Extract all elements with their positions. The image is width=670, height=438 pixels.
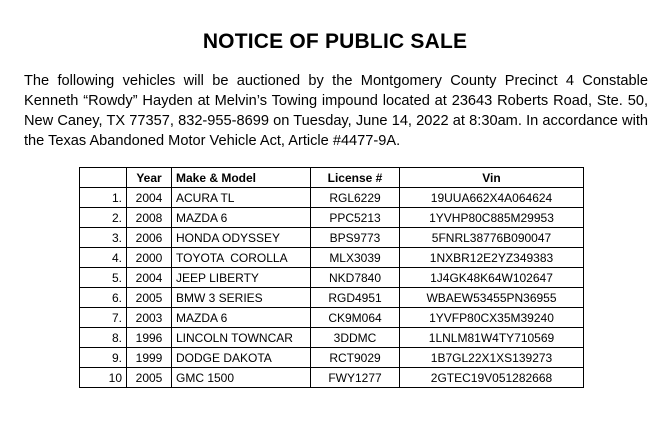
header-number xyxy=(80,168,127,188)
row-license: FWY1277 xyxy=(311,368,400,388)
row-number: 1. xyxy=(80,188,127,208)
row-year: 2003 xyxy=(127,308,172,328)
table-row xyxy=(80,308,584,328)
row-license: RGD4951 xyxy=(311,288,400,308)
table-row xyxy=(80,328,584,348)
row-number: 5. xyxy=(80,268,127,288)
header-license: License # xyxy=(311,168,400,188)
row-make-model: LINCOLN TOWNCAR xyxy=(172,328,311,348)
table-row xyxy=(80,268,584,288)
row-year: 2000 xyxy=(127,248,172,268)
row-vin: 1YVFP80CX35M39240 xyxy=(400,308,584,328)
row-number: 9. xyxy=(80,348,127,368)
row-license: NKD7840 xyxy=(311,268,400,288)
table-row xyxy=(80,288,584,308)
notice-paragraph: The following vehicles will be auctioned by the Montgomery County Precinct 4 Constable Kenneth “Rowdy” Hayden at Melvin’s Towing impound located at 23643 Roberts Road, Ste. 50, New Caney, TX 77357, 832-955-8699 on Tuesday, June 14, 2022 at 8:30am. In accordance with the Texas Abandoned Motor Vehicle Act, Article #4477-9A. xyxy=(24,73,648,149)
row-number: 10 xyxy=(80,368,127,388)
row-vin: 1J4GK48K64W102647 xyxy=(400,268,584,288)
row-year: 1996 xyxy=(127,328,172,348)
row-make-model: ACURA TL xyxy=(172,188,311,208)
row-number: 6. xyxy=(80,288,127,308)
row-vin: WBAEW53455PN36955 xyxy=(400,288,584,308)
row-vin: 2GTEC19V051282668 xyxy=(400,368,584,388)
row-vin: 1YVHP80C885M29953 xyxy=(400,208,584,228)
header-make-model: Make & Model xyxy=(172,168,311,188)
row-vin: 1B7GL22X1XS139273 xyxy=(400,348,584,368)
row-year: 2004 xyxy=(127,268,172,288)
table-header-row xyxy=(80,168,584,188)
row-vin: 19UUA662X4A064624 xyxy=(400,188,584,208)
table-row xyxy=(80,208,584,228)
row-number: 4. xyxy=(80,248,127,268)
table-row xyxy=(80,188,584,208)
row-license: RGL6229 xyxy=(311,188,400,208)
row-number: 2. xyxy=(80,208,127,228)
row-year: 2006 xyxy=(127,228,172,248)
table-row xyxy=(80,368,584,388)
row-license: RCT9029 xyxy=(311,348,400,368)
row-number: 3. xyxy=(80,228,127,248)
row-make-model: BMW 3 SERIES xyxy=(172,288,311,308)
row-license: MLX3039 xyxy=(311,248,400,268)
row-make-model: DODGE DAKOTA xyxy=(172,348,311,368)
row-year: 2008 xyxy=(127,208,172,228)
row-year: 1999 xyxy=(127,348,172,368)
table-row xyxy=(80,348,584,368)
row-license: BPS9773 xyxy=(311,228,400,248)
row-year: 2005 xyxy=(127,288,172,308)
row-vin: 1LNLM81W4TY710569 xyxy=(400,328,584,348)
row-vin: 5FNRL38776B090047 xyxy=(400,228,584,248)
row-year: 2005 xyxy=(127,368,172,388)
table-row xyxy=(80,228,584,248)
row-make-model: HONDA ODYSSEY xyxy=(172,228,311,248)
header-year: Year xyxy=(127,168,172,188)
row-license: 3DDMC xyxy=(311,328,400,348)
row-make-model: JEEP LIBERTY xyxy=(172,268,311,288)
notice-title: NOTICE OF PUBLIC SALE xyxy=(202,30,468,53)
header-vin: Vin xyxy=(400,168,584,188)
row-vin: 1NXBR12E2YZ349383 xyxy=(400,248,584,268)
table-row xyxy=(80,248,584,268)
row-make-model: GMC 1500 xyxy=(172,368,311,388)
vehicle-table xyxy=(79,167,584,388)
row-license: CK9M064 xyxy=(311,308,400,328)
row-year: 2004 xyxy=(127,188,172,208)
row-make-model: MAZDA 6 xyxy=(172,308,311,328)
row-make-model: TOYOTA COROLLA xyxy=(172,248,311,268)
row-number: 7. xyxy=(80,308,127,328)
row-license: PPC5213 xyxy=(311,208,400,228)
row-number: 8. xyxy=(80,328,127,348)
row-make-model: MAZDA 6 xyxy=(172,208,311,228)
